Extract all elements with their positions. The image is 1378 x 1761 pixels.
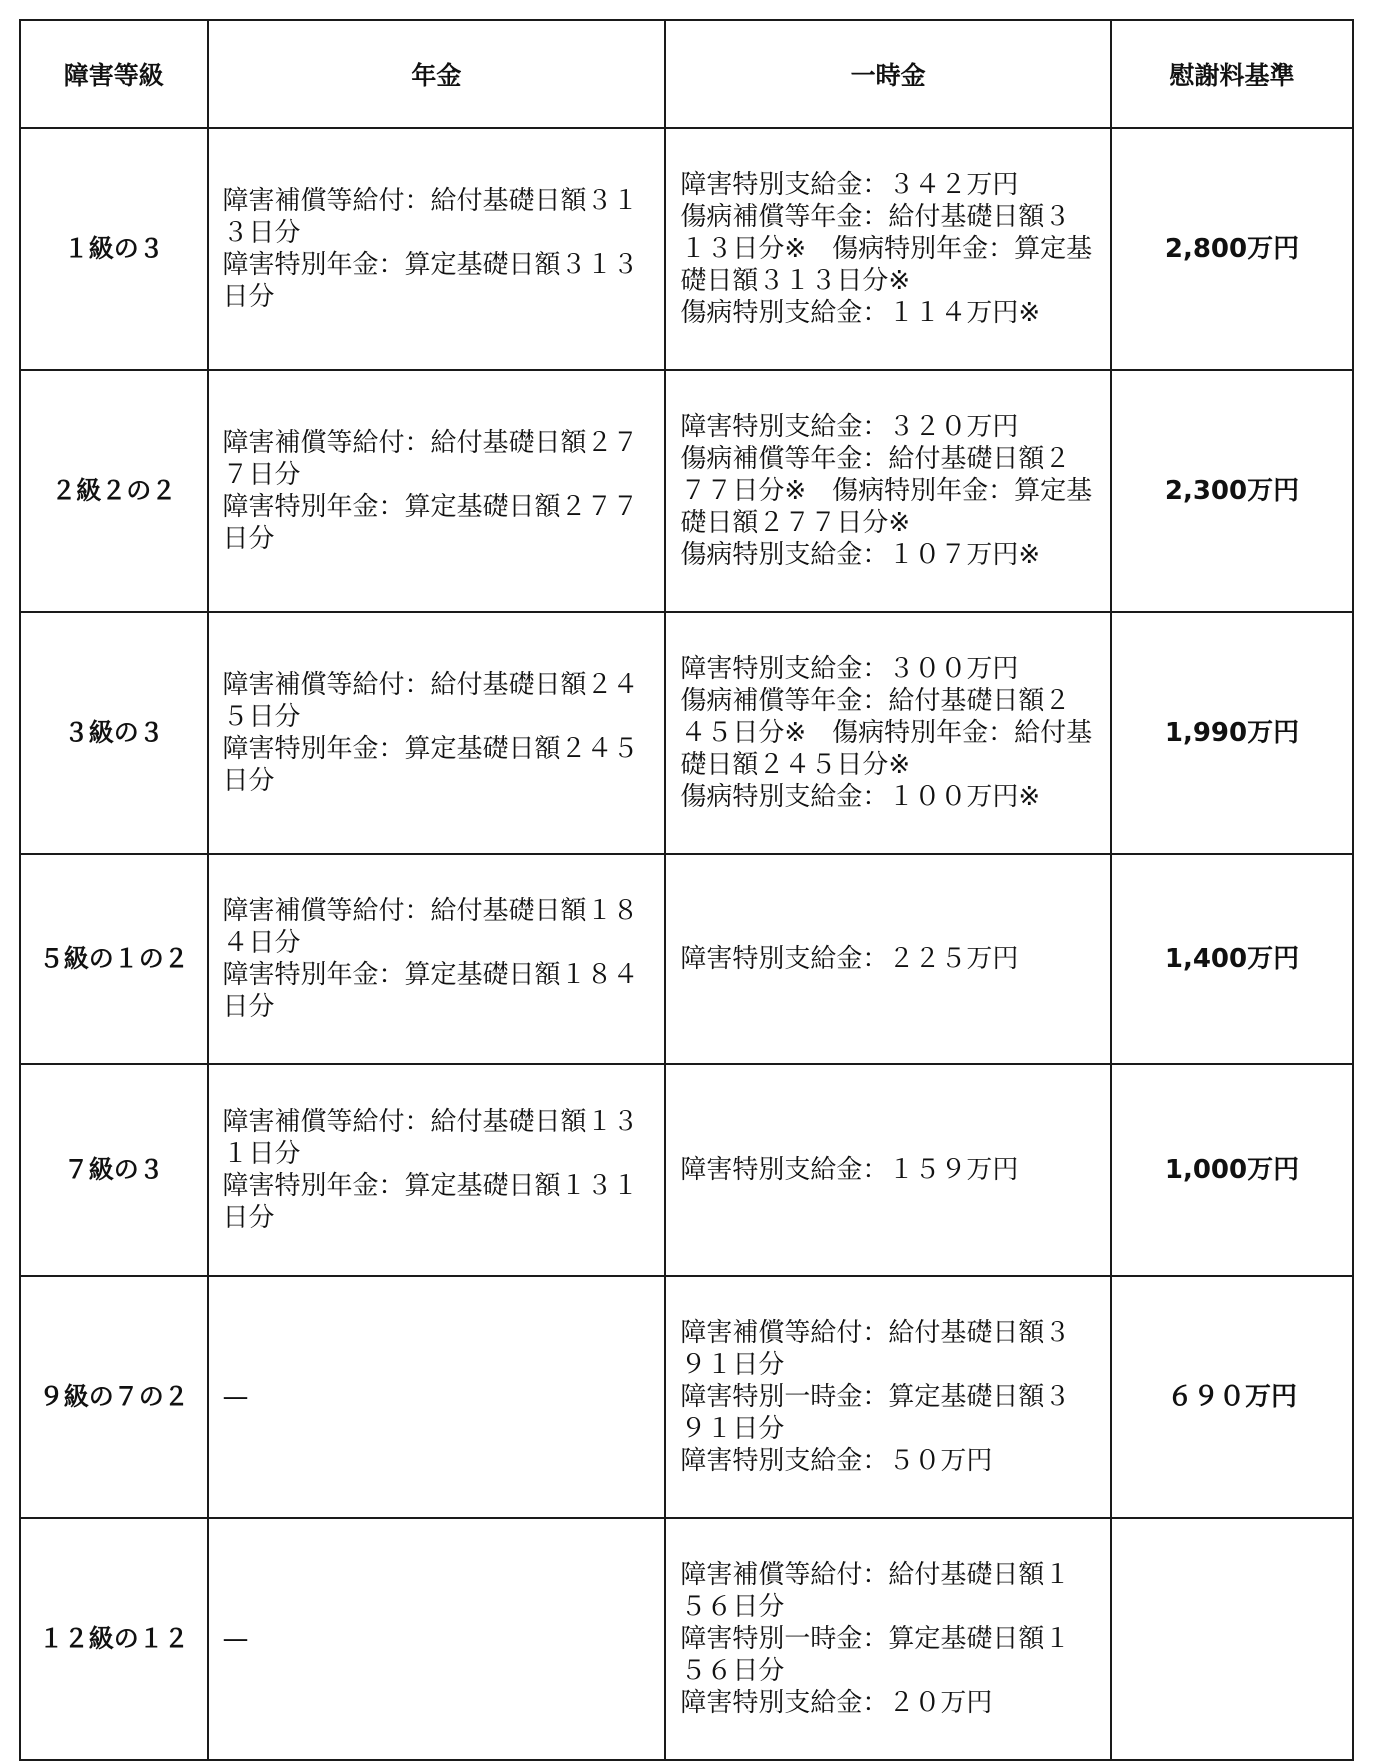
table-row bbox=[20, 1518, 1353, 1760]
pension-cell bbox=[208, 370, 666, 612]
grade-cell: ３級の３ bbox=[20, 612, 208, 854]
lump-sum-line: 傷病補償等年金：給付基礎日額２４５日分※ 傷病特別年金：給付基礎日額２４５日分※ bbox=[680, 686, 1093, 780]
lump-sum-line: 傷病補償等年金：給付基礎日額２７７日分※ 傷病特別年金：算定基礎日額２７７日分※ bbox=[680, 444, 1093, 538]
lump-sum-line: 傷病補償等年金：給付基礎日額３１３日分※ 傷病特別年金：算定基礎日額３１３日分※ bbox=[680, 202, 1093, 296]
pension-cell bbox=[208, 1276, 666, 1518]
table-row bbox=[20, 1276, 1353, 1518]
disability-compensation-table bbox=[19, 19, 1354, 1761]
header-lump-sum: 一時金 bbox=[665, 20, 1111, 128]
lump-sum-cell bbox=[665, 370, 1111, 612]
consolation-cell: 1,400万円 bbox=[1111, 854, 1353, 1064]
lump-sum-line: 障害特別支給金：３４２万円 bbox=[680, 170, 1019, 200]
consolation-cell bbox=[1111, 1518, 1353, 1760]
pension-cell bbox=[208, 854, 666, 1064]
table-row bbox=[20, 854, 1353, 1064]
lump-sum-line: 障害特別支給金：３２０万円 bbox=[680, 412, 1019, 442]
header-pension: 年金 bbox=[208, 20, 666, 128]
grade-cell: ５級の１の２ bbox=[20, 854, 208, 1064]
pension-line: 障害補償等給付：給付基礎日額１８４日分 bbox=[222, 896, 639, 958]
consolation-cell: 2,300万円 bbox=[1111, 370, 1353, 612]
table-row bbox=[20, 370, 1353, 612]
table-header-row bbox=[20, 20, 1353, 128]
grade-cell: ７級の３ bbox=[20, 1064, 208, 1276]
consolation-cell: 1,990万円 bbox=[1111, 612, 1353, 854]
pension-line: 障害補償等給付：給付基礎日額２４５日分 bbox=[222, 670, 639, 732]
consolation-cell: 2,800万円 bbox=[1111, 128, 1353, 370]
lump-sum-line: 障害特別支給金：２０万円 bbox=[680, 1688, 993, 1718]
compensation-table-container bbox=[19, 19, 1354, 1761]
pension-line: 障害特別年金：算定基礎日額１３１日分 bbox=[222, 1171, 639, 1233]
consolation-cell: ６９０万円 bbox=[1111, 1276, 1353, 1518]
pension-line: — bbox=[222, 1624, 249, 1654]
lump-sum-cell bbox=[665, 854, 1111, 1064]
lump-sum-cell bbox=[665, 1064, 1111, 1276]
grade-cell: ９級の７の２ bbox=[20, 1276, 208, 1518]
pension-line: 障害特別年金：算定基礎日額２７７日分 bbox=[222, 492, 639, 554]
grade-cell: １２級の１２ bbox=[20, 1518, 208, 1760]
lump-sum-cell bbox=[665, 1518, 1111, 1760]
pension-cell bbox=[208, 128, 666, 370]
pension-line: 障害補償等給付：給付基礎日額２７７日分 bbox=[222, 428, 639, 490]
lump-sum-cell bbox=[665, 128, 1111, 370]
lump-sum-line: 傷病特別支給金：１０７万円※ bbox=[680, 540, 1041, 570]
grade-cell: １級の３ bbox=[20, 128, 208, 370]
lump-sum-cell bbox=[665, 612, 1111, 854]
lump-sum-cell bbox=[665, 1276, 1111, 1518]
lump-sum-line: 障害特別支給金：１５９万円 bbox=[680, 1155, 1019, 1185]
table-row bbox=[20, 612, 1353, 854]
pension-line: — bbox=[222, 1382, 249, 1412]
lump-sum-line: 傷病特別支給金：１００万円※ bbox=[680, 782, 1041, 812]
grade-cell: ２級２の２ bbox=[20, 370, 208, 612]
pension-line: 障害補償等給付：給付基礎日額１３１日分 bbox=[222, 1107, 639, 1169]
lump-sum-line: 障害特別支給金：５０万円 bbox=[680, 1446, 993, 1476]
pension-line: 障害特別年金：算定基礎日額２４５日分 bbox=[222, 734, 639, 796]
table-row bbox=[20, 1064, 1353, 1276]
pension-cell bbox=[208, 1064, 666, 1276]
lump-sum-line: 障害特別支給金：２２５万円 bbox=[680, 944, 1019, 974]
header-consolation: 慰謝料基準 bbox=[1111, 20, 1353, 128]
lump-sum-line: 傷病特別支給金：１１４万円※ bbox=[680, 298, 1041, 328]
lump-sum-line: 障害補償等給付：給付基礎日額３９１日分 bbox=[680, 1318, 1071, 1380]
pension-line: 障害特別年金：算定基礎日額１８４日分 bbox=[222, 960, 639, 1022]
lump-sum-line: 障害特別支給金：３００万円 bbox=[680, 654, 1019, 684]
pension-line: 障害特別年金：算定基礎日額３１３日分 bbox=[222, 250, 639, 312]
consolation-cell: 1,000万円 bbox=[1111, 1064, 1353, 1276]
pension-cell bbox=[208, 1518, 666, 1760]
lump-sum-line: 障害特別一時金：算定基礎日額３９１日分 bbox=[680, 1382, 1071, 1444]
lump-sum-line: 障害特別一時金：算定基礎日額１５６日分 bbox=[680, 1624, 1071, 1686]
header-grade: 障害等級 bbox=[20, 20, 208, 128]
pension-cell bbox=[208, 612, 666, 854]
table-row bbox=[20, 128, 1353, 370]
lump-sum-line: 障害補償等給付：給付基礎日額１５６日分 bbox=[680, 1560, 1071, 1622]
pension-line: 障害補償等給付：給付基礎日額３１３日分 bbox=[222, 186, 639, 248]
